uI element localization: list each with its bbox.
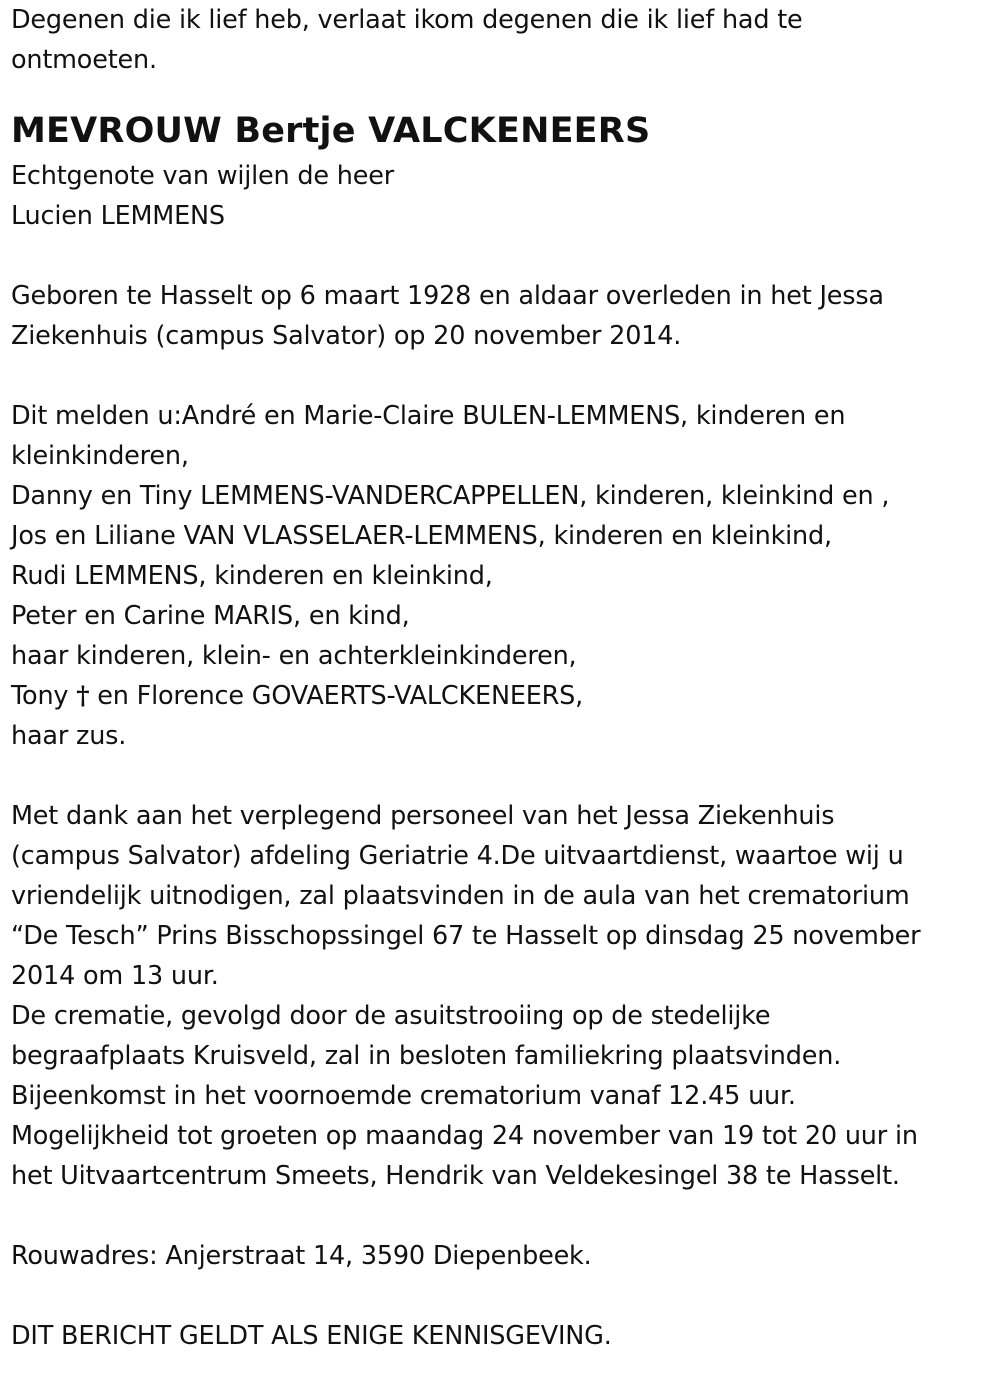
family-line: Peter en Carine MARIS, en kind, bbox=[11, 601, 410, 631]
service-line: “De Tesch” Prins Bisschopssingel 67 te Hasselt op dinsdag 25 november bbox=[11, 921, 921, 951]
family-block bbox=[11, 396, 991, 756]
birth-death-line: Ziekenhuis (campus Salvator) op 20 november 2014. bbox=[11, 321, 682, 351]
service-line: Mogelijkheid tot groeten op maandag 24 november van 19 tot 20 uur in bbox=[11, 1121, 918, 1151]
tony-suffix: en Florence GOVAERTS-VALCKENEERS, bbox=[97, 681, 584, 711]
service-line: begraafplaats Kruisveld, zal in besloten familiekring plaatsvinden. bbox=[11, 1041, 842, 1071]
family-line: kleinkinderen, bbox=[11, 441, 189, 471]
spouse-line: Echtgenote van wijlen de heer bbox=[11, 161, 394, 191]
birth-death-block bbox=[11, 276, 991, 356]
service-line: het Uitvaartcentrum Smeets, Hendrik van Veldekesingel 38 te Hasselt. bbox=[11, 1161, 900, 1191]
service-block bbox=[11, 796, 991, 1196]
tony-name: Tony bbox=[11, 681, 69, 711]
service-line: vriendelijk uitnodigen, zal plaatsvinden in de aula van het crematorium bbox=[11, 881, 910, 911]
obituary-document bbox=[11, 0, 991, 1356]
quote-line: ontmoeten. bbox=[11, 45, 157, 75]
cross-icon: † bbox=[76, 681, 90, 711]
family-line: Rudi LEMMENS, kinderen en kleinkind, bbox=[11, 561, 493, 591]
spouse-line: Lucien LEMMENS bbox=[11, 201, 225, 231]
deceased-name: MEVROUW Bertje VALCKENEERS bbox=[11, 111, 651, 151]
notice-text: DIT BERICHT GELDT ALS ENIGE KENNISGEVING. bbox=[11, 1321, 612, 1351]
quote-block bbox=[11, 0, 991, 80]
service-line: (campus Salvator) afdeling Geriatrie 4.De uitvaartdienst, waartoe wij u bbox=[11, 841, 904, 871]
service-line: Met dank aan het verplegend personeel van het Jessa Ziekenhuis bbox=[11, 801, 835, 831]
quote-line: Degenen die ik lief heb, verlaat ikom degenen die ik lief had te bbox=[11, 5, 803, 35]
family-line-tony bbox=[11, 676, 991, 716]
spouse-block bbox=[11, 156, 991, 236]
family-line: haar zus. bbox=[11, 721, 127, 751]
family-line: haar kinderen, klein- en achterkleinkinderen, bbox=[11, 641, 577, 671]
family-line: Jos en Liliane VAN VLASSELAER-LEMMENS, kinderen en kleinkind, bbox=[11, 521, 832, 551]
birth-death-line: Geboren te Hasselt op 6 maart 1928 en aldaar overleden in het Jessa bbox=[11, 281, 884, 311]
service-line: De crematie, gevolgd door de asuitstrooiing op de stedelijke bbox=[11, 1001, 771, 1031]
service-line: 2014 om 13 uur. bbox=[11, 961, 219, 991]
family-line: Dit melden u:André en Marie-Claire BULEN-LEMMENS, kinderen en bbox=[11, 401, 846, 431]
family-line: Danny en Tiny LEMMENS-VANDERCAPPELLEN, kinderen, kleinkind en , bbox=[11, 481, 890, 511]
mourning-address: Rouwadres: Anjerstraat 14, 3590 Diepenbeek. bbox=[11, 1241, 592, 1271]
service-line: Bijeenkomst in het voornoemde crematorium vanaf 12.45 uur. bbox=[11, 1081, 796, 1111]
